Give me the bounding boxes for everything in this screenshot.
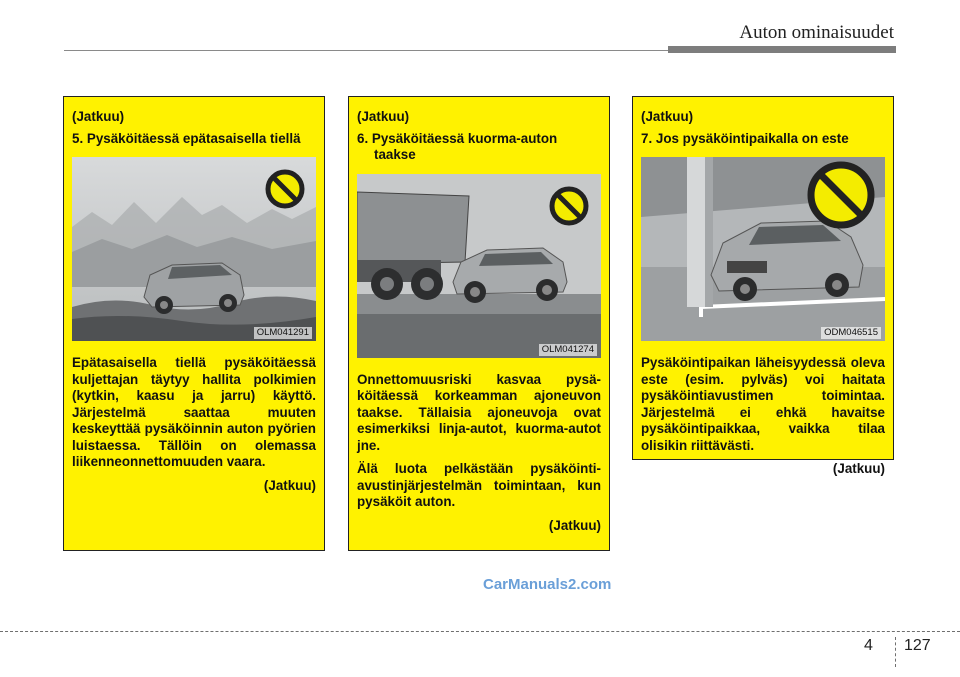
caution-panel-behind-truck (348, 96, 610, 551)
caution-text: Onnettomuusriski kasvaa pysäköitäessä korkeamman ajoneuvon taakse. Tällaisia ajoneuvoja ovat esimerkiksi linja-autot, kuorma-autot jne. (357, 371, 601, 453)
step-heading: 5. Pysäköitäessä epätasaisella tiellä (72, 130, 301, 146)
caution-panel-uneven-road (63, 96, 325, 551)
page-number: 127 (904, 637, 931, 654)
image-code: OLM041291 (254, 327, 312, 339)
step-heading: 6. Pysäköitäessä kuorma-auton taakse (357, 130, 558, 162)
watermark: CarManuals2.com (483, 576, 612, 593)
pillar-icon (687, 157, 713, 307)
prohibition-icon (268, 172, 302, 206)
page-number-separator (895, 637, 896, 667)
continued-footer: (Jatkuu) (263, 477, 316, 493)
image-code: OLM041274 (539, 344, 597, 356)
car-behind-truck-illustration (357, 174, 601, 358)
continued-footer: (Jatkuu) (548, 517, 601, 533)
caution-text: Pysäköintipaikan läheisyydessä oleva este (esim. pylväs) voi haitata pysäköintiavustimen toimintaa. Järjestelmä ei ehkä havaitse pysäköintipaikkaa, vaikka tilaa olisikin riittävästi. (641, 355, 885, 453)
prohibition-icon (811, 165, 871, 225)
illustration-obstacle (641, 157, 885, 341)
illustration-uneven-road (72, 157, 316, 341)
header-rule-thick (668, 46, 896, 53)
page-header-title: Auton ominaisuudet (739, 22, 894, 43)
caution-text: Epätasaisella tiellä pysäköitäessä kuljettajan täytyy hallita polkimien (kytkin, kaasu ja jarru) käyttö. Järjestelmä saattaa muuten keskeyttää pysäköinnin auton pyörien luistaessa. Tällöin on olemassa liikenneonnettomuuden vaara. (72, 355, 316, 469)
prohibition-icon (552, 189, 586, 223)
page-section-number: 4 (864, 637, 873, 654)
illustration-behind-truck (357, 174, 601, 358)
continued-footer: (Jatkuu) (832, 461, 885, 476)
continued-label: (Jatkuu) (72, 109, 125, 124)
image-code: ODM046515 (821, 327, 881, 339)
suv-on-uneven-road-illustration (72, 157, 316, 341)
caution-panel-obstacle (632, 96, 894, 476)
continued-label: (Jatkuu) (357, 109, 410, 124)
suv-icon (144, 263, 244, 314)
step-heading: 7. Jos pysäköintipaikalla on este (641, 130, 849, 146)
car-near-pillar-illustration (641, 157, 885, 341)
caution-text: Älä luota pelkästään pysäköintiavustinjärjestelmän toimintaan, kun pysäköit auton. (357, 461, 601, 509)
header-rule-thin (64, 50, 668, 51)
footer-rule (0, 631, 960, 632)
continued-label: (Jatkuu) (641, 109, 694, 124)
